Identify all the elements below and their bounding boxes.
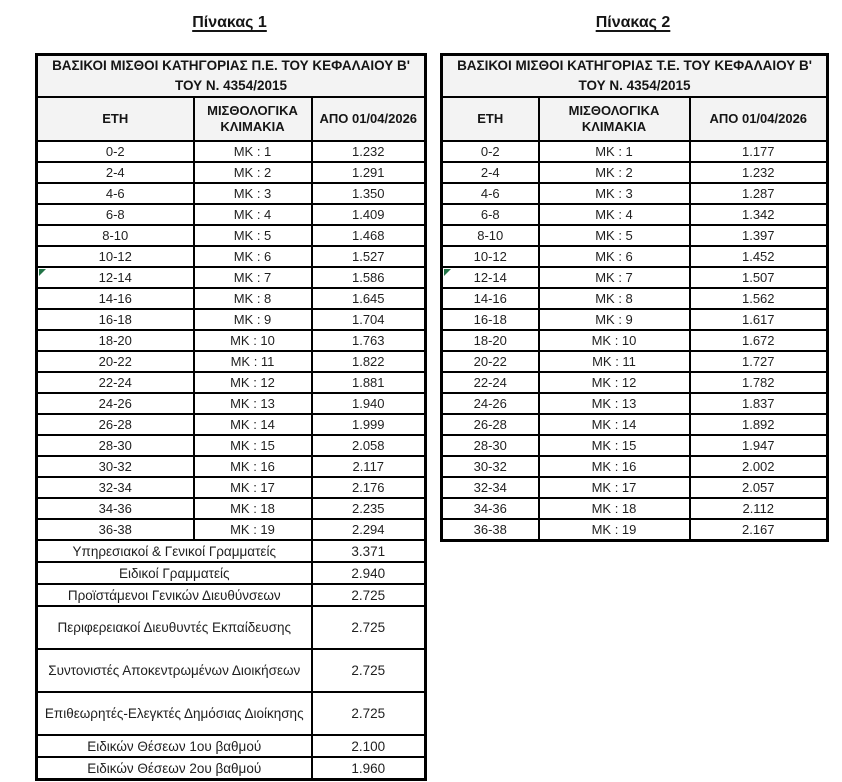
years-cell: 36-38 [37,519,194,540]
table-1-title: Πίνακας 1 [192,14,267,31]
years-cell: 32-34 [37,477,194,498]
mk-cell: ΜΚ : 16 [539,456,690,477]
table-2-body [442,141,828,541]
table-row [442,141,828,162]
mk-cell: ΜΚ : 18 [194,498,312,519]
years-cell: 24-26 [37,393,194,414]
position-label-cell: Ειδικών Θέσεων 1ου βαθμού [37,735,312,757]
salary-cell: 1.452 [690,246,828,267]
mk-cell: ΜΚ : 3 [194,183,312,204]
years-cell: 16-18 [442,309,539,330]
position-label-cell: Ειδικών Θέσεων 2ου βαθμού [37,757,312,780]
table-1-header-cell [37,55,426,98]
salary-cell: 1.892 [690,414,828,435]
table-row [37,456,426,477]
salary-cell: 2.725 [312,606,426,649]
column-header-mk: ΜΙΣΘΟΛΟΓΙΚΑ ΚΛΙΜΑΚΙΑ [194,97,312,141]
salary-cell: 2.294 [312,519,426,540]
salary-cell: 1.586 [312,267,426,288]
column-header-date: ΑΠΟ 01/04/2026 [690,97,828,141]
table-row [442,183,828,204]
salary-cell: 2.058 [312,435,426,456]
salary-cell: 2.100 [312,735,426,757]
table-row [37,414,426,435]
salary-cell: 1.837 [690,393,828,414]
table-row [37,288,426,309]
mk-cell: ΜΚ : 11 [194,351,312,372]
years-cell: 4-6 [37,183,194,204]
table-row [442,435,828,456]
mk-cell: ΜΚ : 15 [194,435,312,456]
mk-cell: ΜΚ : 18 [539,498,690,519]
table-2-header-line-1: ΒΑΣΙΚΟΙ ΜΙΣΘΟΙ ΚΑΤΗΓΟΡΙΑΣ Τ.Ε. ΤΟΥ ΚΕΦΑΛΑΙΟΥ Β' [457,58,812,73]
table-row [442,498,828,519]
special-position-row [37,540,426,562]
mk-cell: ΜΚ : 6 [194,246,312,267]
years-cell: 6-8 [442,204,539,225]
mk-cell: ΜΚ : 11 [539,351,690,372]
salary-cell: 1.350 [312,183,426,204]
salary-cell: 1.232 [312,141,426,162]
salary-cell: 1.940 [312,393,426,414]
years-cell: 14-16 [37,288,194,309]
salary-cell: 1.763 [312,330,426,351]
mk-cell: ΜΚ : 13 [539,393,690,414]
salary-cell: 1.342 [690,204,828,225]
table-row [37,330,426,351]
table-1-column-header-row [37,97,426,141]
table-2-column-header-row [442,97,828,141]
mk-cell: ΜΚ : 7 [194,267,312,288]
salary-cell: 1.727 [690,351,828,372]
mk-cell: ΜΚ : 4 [194,204,312,225]
years-cell: 0-2 [37,141,194,162]
mk-cell: ΜΚ : 3 [539,183,690,204]
mk-cell: ΜΚ : 19 [194,519,312,540]
years-cell: 22-24 [442,372,539,393]
table-2-block [440,14,826,542]
table-row [37,162,426,183]
salary-cell: 1.704 [312,309,426,330]
position-label-cell: Περιφερειακοί Διευθυντές Εκπαίδευσης [37,606,312,649]
column-header-years: ΕΤΗ [442,97,539,141]
salary-cell: 2.112 [690,498,828,519]
salary-cell: 1.947 [690,435,828,456]
salary-cell: 1.287 [690,183,828,204]
table-row [37,351,426,372]
special-position-row [37,562,426,584]
salary-cell: 1.177 [690,141,828,162]
years-cell: 26-28 [37,414,194,435]
mk-cell: ΜΚ : 2 [539,162,690,183]
mk-cell: ΜΚ : 9 [194,309,312,330]
special-position-row [37,735,426,757]
column-header-mk: ΜΙΣΘΟΛΟΓΙΚΑ ΚΛΙΜΑΚΙΑ [539,97,690,141]
salary-cell: 1.409 [312,204,426,225]
table-row [442,351,828,372]
table-1-block [35,14,424,781]
salary-cell: 1.397 [690,225,828,246]
mk-cell: ΜΚ : 6 [539,246,690,267]
years-cell: 10-12 [442,246,539,267]
years-cell: 18-20 [37,330,194,351]
table-row [37,435,426,456]
table-row [442,204,828,225]
years-cell: 12-14 [442,267,539,288]
table-row [37,498,426,519]
salary-cell: 1.562 [690,288,828,309]
table-row [442,456,828,477]
mk-cell: ΜΚ : 12 [539,372,690,393]
table-row [442,519,828,541]
salary-cell: 1.822 [312,351,426,372]
mk-cell: ΜΚ : 4 [539,204,690,225]
years-cell: 4-6 [442,183,539,204]
salary-cell: 3.371 [312,540,426,562]
position-label-cell: Προϊστάμενοι Γενικών Διευθύνσεων [37,584,312,606]
table-row [442,393,828,414]
table-1-header-line-2: ΤΟΥ Ν. 4354/2015 [175,78,287,93]
mk-cell: ΜΚ : 8 [539,288,690,309]
table-row [37,246,426,267]
mk-cell: ΜΚ : 1 [539,141,690,162]
table-row [442,372,828,393]
salary-cell: 1.527 [312,246,426,267]
mk-cell: ΜΚ : 13 [194,393,312,414]
years-cell: 30-32 [37,456,194,477]
special-position-row [37,584,426,606]
years-cell: 28-30 [442,435,539,456]
mk-cell: ΜΚ : 14 [194,414,312,435]
years-cell: 34-36 [442,498,539,519]
years-cell: 22-24 [37,372,194,393]
years-cell: 6-8 [37,204,194,225]
years-cell: 2-4 [442,162,539,183]
table-row [37,477,426,498]
mk-cell: ΜΚ : 8 [194,288,312,309]
table-1-header-line-1: ΒΑΣΙΚΟΙ ΜΙΣΘΟΙ ΚΑΤΗΓΟΡΙΑΣ Π.Ε. ΤΟΥ ΚΕΦΑΛΑΙΟΥ Β' [52,58,410,73]
salary-cell: 2.176 [312,477,426,498]
salary-cell: 1.672 [690,330,828,351]
special-position-row [37,757,426,780]
mk-cell: ΜΚ : 17 [539,477,690,498]
years-cell: 10-12 [37,246,194,267]
mk-cell: ΜΚ : 1 [194,141,312,162]
table-row [442,225,828,246]
table-2-salary-table [440,53,829,542]
salary-cell: 2.002 [690,456,828,477]
special-position-row [37,606,426,649]
salary-cell: 2.725 [312,649,426,692]
special-position-row [37,692,426,735]
mk-cell: ΜΚ : 16 [194,456,312,477]
salary-cell: 1.960 [312,757,426,780]
mk-cell: ΜΚ : 19 [539,519,690,541]
salary-cell: 2.057 [690,477,828,498]
years-cell: 12-14 [37,267,194,288]
table-row [442,267,828,288]
table-row [37,267,426,288]
years-cell: 8-10 [37,225,194,246]
mk-cell: ΜΚ : 7 [539,267,690,288]
years-cell: 18-20 [442,330,539,351]
table-1-salary-table [35,53,427,781]
table-row [37,225,426,246]
salary-cell: 1.999 [312,414,426,435]
mk-cell: ΜΚ : 9 [539,309,690,330]
salary-cell: 2.940 [312,562,426,584]
years-cell: 20-22 [442,351,539,372]
position-label-cell: Επιθεωρητές-Ελεγκτές Δημόσιας Διοίκησης [37,692,312,735]
table-1-special-positions-body [37,540,426,780]
table-row [442,477,828,498]
years-cell: 24-26 [442,393,539,414]
table-2-header-cell [442,55,828,98]
mk-cell: ΜΚ : 14 [539,414,690,435]
years-cell: 8-10 [442,225,539,246]
years-cell: 32-34 [442,477,539,498]
position-label-cell: Υπηρεσιακοί & Γενικοί Γραμματείς [37,540,312,562]
table-row [442,162,828,183]
years-cell: 26-28 [442,414,539,435]
special-position-row [37,649,426,692]
salary-cell: 1.291 [312,162,426,183]
salary-cell: 2.167 [690,519,828,541]
table-row [442,330,828,351]
salary-cell: 1.468 [312,225,426,246]
salary-cell: 2.725 [312,692,426,735]
table-2-title: Πίνακας 2 [595,14,671,31]
table-row [37,372,426,393]
table-1-header-row [37,55,426,98]
position-label-cell: Συντονιστές Αποκεντρωμένων Διοικήσεων [37,649,312,692]
years-cell: 2-4 [37,162,194,183]
years-cell: 28-30 [37,435,194,456]
years-cell: 20-22 [37,351,194,372]
years-cell: 30-32 [442,456,539,477]
mk-cell: ΜΚ : 5 [194,225,312,246]
mk-cell: ΜΚ : 10 [194,330,312,351]
years-cell: 0-2 [442,141,539,162]
column-header-date: ΑΠΟ 01/04/2026 [312,97,426,141]
table-2-header-line-2: ΤΟΥ Ν. 4354/2015 [578,78,691,93]
mk-cell: ΜΚ : 17 [194,477,312,498]
salary-cell: 2.235 [312,498,426,519]
column-header-years: ΕΤΗ [37,97,194,141]
table-row [442,246,828,267]
table-row [442,288,828,309]
mk-cell: ΜΚ : 12 [194,372,312,393]
salary-cell: 1.645 [312,288,426,309]
years-cell: 16-18 [37,309,194,330]
table-row [37,309,426,330]
table-1-body [37,141,426,540]
salary-cell: 1.617 [690,309,828,330]
salary-cell: 2.117 [312,456,426,477]
years-cell: 36-38 [442,519,539,541]
years-cell: 14-16 [442,288,539,309]
position-label-cell: Ειδικοί Γραμματείς [37,562,312,584]
table-row [37,519,426,540]
salary-cell: 2.725 [312,584,426,606]
table-2-header-row [442,55,828,98]
salary-cell: 1.507 [690,267,828,288]
table-row [37,204,426,225]
mk-cell: ΜΚ : 5 [539,225,690,246]
table-row [442,309,828,330]
table-row [37,141,426,162]
mk-cell: ΜΚ : 2 [194,162,312,183]
salary-cell: 1.782 [690,372,828,393]
salary-cell: 1.881 [312,372,426,393]
table-row [37,393,426,414]
salary-cell: 1.232 [690,162,828,183]
mk-cell: ΜΚ : 10 [539,330,690,351]
table-row [37,183,426,204]
years-cell: 34-36 [37,498,194,519]
mk-cell: ΜΚ : 15 [539,435,690,456]
table-row [442,414,828,435]
